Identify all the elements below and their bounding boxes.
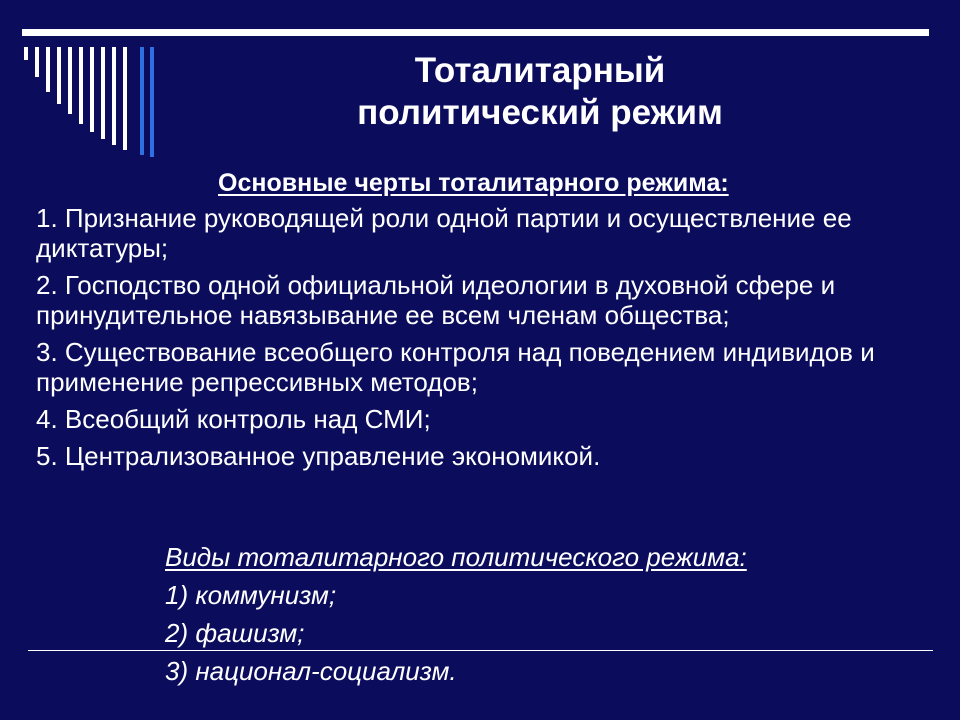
title-line-2: политический режим bbox=[357, 93, 723, 132]
top-divider bbox=[22, 29, 929, 36]
stripe bbox=[140, 47, 144, 155]
stripe bbox=[57, 47, 61, 104]
feature-item: 1. Признание руководящей роли одной партии и осуществление ее диктатуры; bbox=[36, 203, 852, 263]
features-list bbox=[36, 203, 926, 478]
feature-item: 4. Всеобщий контроль над СМИ; bbox=[36, 404, 431, 434]
type-item: 1) коммунизм; bbox=[165, 580, 337, 610]
feature-item: 5. Централизованное управление экономикой. bbox=[36, 441, 601, 471]
type-item: 3) национал-социализм. bbox=[165, 656, 457, 686]
stripe bbox=[68, 47, 72, 114]
types-heading: Виды тоталитарного политического режима: bbox=[165, 542, 747, 572]
feature-item: 3. Существование всеобщего контроля над поведением индивидов и применение репрессивных методов; bbox=[36, 337, 875, 397]
stripe bbox=[112, 47, 116, 145]
stripe bbox=[24, 47, 28, 60]
slide-title bbox=[300, 50, 780, 134]
type-item: 2) фашизм; bbox=[165, 618, 305, 648]
features-heading: Основные черты тоталитарного режима: bbox=[218, 169, 729, 197]
title-line-1: Тоталитарный bbox=[414, 51, 666, 90]
stripe bbox=[35, 47, 39, 77]
stripe bbox=[150, 47, 154, 157]
feature-item: 2. Господство одной официальной идеологии в духовной сфере и принудительное навязывание ее всем членам общества; bbox=[36, 270, 836, 330]
stripe bbox=[101, 47, 105, 139]
stripe bbox=[90, 47, 94, 132]
bottom-divider bbox=[28, 650, 933, 651]
stripe bbox=[46, 47, 50, 92]
types-block bbox=[165, 538, 747, 690]
stripe bbox=[123, 47, 127, 150]
stripe bbox=[79, 47, 83, 124]
decorative-stripes bbox=[0, 0, 170, 160]
